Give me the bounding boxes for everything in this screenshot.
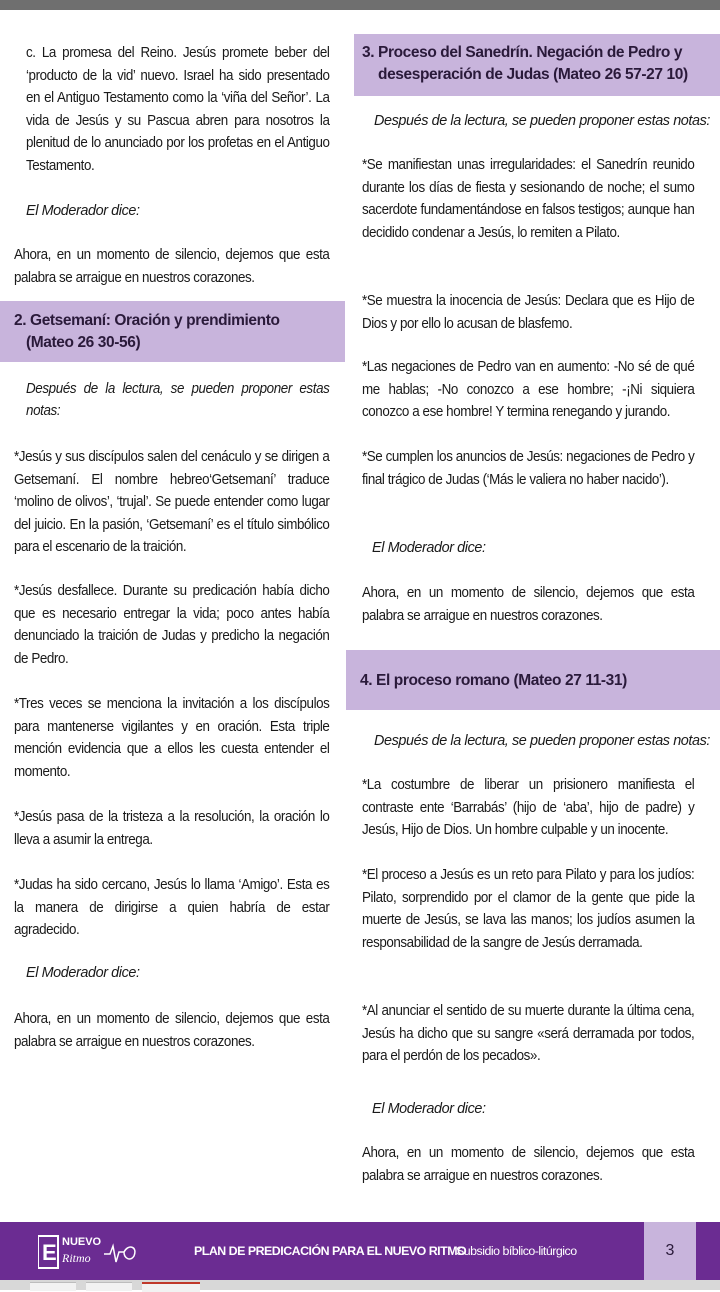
note-getsemani-5: *Judas ha sido cercano, Jesús lo llama ‘Amigo’. Esta es la manera de dirigirse a quien habría de estar agradecido.: [14, 877, 330, 939]
silence-paragraph: Ahora, en un momento de silencio, dejemos que esta palabra se arraigue en nuestros corazones.: [14, 247, 330, 286]
moderator-label: El Moderador dice:: [26, 965, 140, 981]
section-title: 3. Proceso del Sanedrín. Negación de Pedro y: [362, 44, 683, 61]
moderator-label: El Moderador dice:: [26, 203, 140, 219]
note-getsemani-2: *Jesús desfallece. Durante su predicación había dicho que es necesario entregar la vida; poco antes había denunciado la traición de Judas y predicho la negación de Pedro.: [14, 583, 330, 667]
silence-paragraph: Ahora, en un momento de silencio, dejemos que esta palabra se arraigue en nuestros corazones.: [362, 585, 695, 624]
page-footer: [0, 1222, 720, 1280]
note-getsemani-3: *Tres veces se menciona la invitación a los discípulos para mantenerse vigilantes y en oración. Esta triple mención evidencia que a ellos les cuesta entender el momento.: [14, 696, 330, 780]
section-header-getsemani: [0, 301, 345, 362]
note-sanedrin-3: *Las negaciones de Pedro van en aumento: -No sé de qué me hablas; -No conozco a ese hombre; -¡Ni siquiera conozco a ese hombre! Y termina renegando y jurando.: [362, 359, 695, 421]
logo-word-ritmo: Ritmo: [62, 1251, 91, 1265]
page-number: 3: [644, 1222, 696, 1280]
footer-title: PLAN DE PREDICACIÓN PARA EL NUEVO RITMO: [194, 1244, 467, 1258]
moderator-label: El Moderador dice:: [372, 540, 486, 556]
silence-paragraph: Ahora, en un momento de silencio, dejemos que esta palabra se arraigue en nuestros corazones.: [362, 1145, 695, 1184]
intro-notes: Después de la lectura, se pueden proponer estas notas:: [26, 381, 330, 419]
note-sanedrin-4: *Se cumplen los anuncios de Jesús: negaciones de Pedro y final trágico de Judas (‘Más le valiera no haber nacido’).: [362, 449, 695, 488]
section-title: 4. El proceso romano (Mateo 27 11-31): [360, 672, 627, 689]
intro-notes: Después de la lectura, se pueden proponer estas notas:: [374, 113, 711, 129]
note-getsemani-1: *Jesús y sus discípulos salen del cenáculo y se dirigen a Getsemaní. El nombre hebreo‘Getsemaní’ traduce ‘molino de olivos’, ‘trujal’. Se puede entender como lugar del juicio. En la pasión, ‘Getsemaní’ es el título simbólico para el escenario de la traición.: [14, 449, 330, 556]
section-title: 2. Getsemaní: Oración y prendimiento: [14, 312, 280, 329]
paragraph-promesa-reino: c. La promesa del Reino. Jesús promete beber del ‘producto de la vid’ nuevo. Israel ha sido presentado en el Antiguo Testamento como la ‘viña del Señor’. La vida de Jesús y su Pascua abren para nosotros la plenitud de lo anunciado por los profetas en el Antiguo Testamento.: [26, 45, 330, 174]
silence-paragraph: Ahora, en un momento de silencio, dejemos que esta palabra se arraigue en nuestros corazones.: [14, 1011, 330, 1050]
note-sanedrin-2: *Se muestra la inocencia de Jesús: Declara que es Hijo de Dios y por ello lo acusan de blasfemo.: [362, 293, 695, 332]
svg-text:E: E: [42, 1240, 57, 1265]
bottom-tab[interactable]: [142, 1282, 200, 1292]
note-getsemani-4: *Jesús pasa de la tristeza a la resolución, la oración lo lleva a asumir la entrega.: [14, 809, 330, 848]
section-reference: desesperación de Judas (Mateo 26 57-27 10): [378, 66, 688, 83]
intro-notes: Después de la lectura, se pueden proponer estas notas:: [374, 733, 711, 749]
note-romano-3: *Al anunciar el sentido de su muerte durante la última cena, Jesús ha dicho que su sangre «será derramada por todos, para el perdón de los pecados».: [362, 1003, 695, 1065]
logo-word-nuevo: NUEVO: [62, 1236, 102, 1248]
section-header-sanedrin: [354, 34, 720, 96]
section-header-romano: [346, 650, 720, 710]
note-sanedrin-1: *Se manifiestan unas irregularidades: el Sanedrín reunido durante los días de fiesta y sesionando de noche; el sumo sacerdote fundamentándose en falsos testigos; aunque han decidido condenar a Jesús, lo remiten a Pilato.: [362, 157, 695, 241]
top-bar: [0, 0, 720, 10]
note-romano-1: *La costumbre de liberar un prisionero manifiesta el contraste ente ‘Barrabás’ (hijo de ‘aba’, hijo de padre) y Jesús, Hijo de Dios. Un hombre culpable y un inocente.: [362, 777, 695, 839]
nuevo-ritmo-logo: [38, 1234, 148, 1270]
moderator-label: El Moderador dice:: [372, 1101, 486, 1117]
note-romano-2: *El proceso a Jesús es un reto para Pilato y para los judíos: Pilato, sorprendido por el clamor de la gente que pide la muerte de Jesús, se lava las manos; los judíos asumen la responsabilidad de la sangre de Jesús derramada.: [362, 867, 695, 951]
section-reference: (Mateo 26 30-56): [26, 334, 141, 351]
footer-subtitle: Subsidio bíblico-litúrgico: [456, 1244, 577, 1258]
